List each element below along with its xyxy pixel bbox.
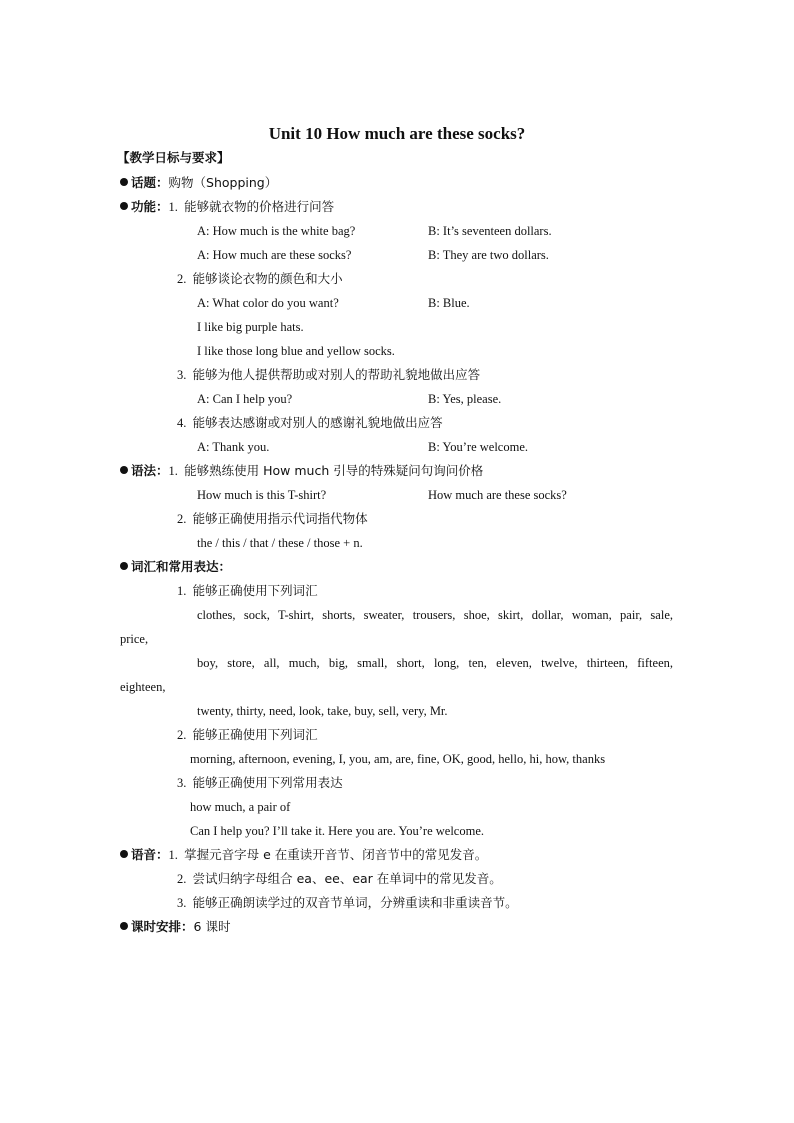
vocab-item-text: 能够正确使用下列词汇: [192, 583, 318, 598]
phonetics-item-text: 能够正确朗读学过的双音节单词，分辨重读和非重读音节。: [192, 895, 518, 910]
dialog-answer: B: Yes, please.: [428, 392, 502, 406]
word-list-line: morning, afternoon, evening, I, you, am, are, fine, OK, good, hello, hi, how, thanks: [190, 752, 606, 766]
example-line: I like big purple hats.: [197, 320, 304, 334]
schedule-row: [120, 919, 230, 935]
dialog-question: A: Can I help you?: [197, 392, 293, 406]
function-item-3: [177, 367, 480, 383]
function-item-num: 4.: [177, 416, 187, 430]
dialog-question: A: How much is the white bag?: [197, 224, 356, 238]
schedule-label: 课时安排：: [131, 919, 194, 934]
phonetics-item-num: 1.: [168, 848, 178, 862]
schedule-text: 6 课时: [193, 919, 231, 934]
phonetics-item-text: 掌握元音字母 e 在重读开音节、闭音节中的常见发音。: [184, 847, 488, 862]
example-line: the / this / that / these / those + n.: [197, 536, 363, 550]
function-item-2: [177, 271, 343, 287]
function-item-num: 1.: [168, 200, 178, 214]
word-list-wrap: price,: [120, 632, 149, 646]
phonetics-item-2: [177, 871, 502, 887]
function-item-4: [177, 415, 443, 431]
topic-row: [120, 175, 277, 191]
section-heading: 【教学日标与要求】: [117, 150, 230, 165]
example-line: How much is this T-shirt?: [197, 488, 327, 502]
dialog-answer: B: Blue.: [428, 296, 470, 310]
grammar-item-2: [177, 511, 368, 527]
grammar-row: [120, 463, 483, 479]
bullet-icon: [120, 178, 128, 186]
bullet-icon: [120, 922, 128, 930]
word-list-line: clothes, sock, T-shirt, shorts, sweater, trousers, shoe, skirt, dollar, woman, pair, sale,: [197, 608, 673, 622]
function-item-num: 2.: [177, 272, 187, 286]
dialog-question: A: How much are these socks?: [197, 248, 352, 262]
phonetics-item-text: 尝试归纳字母组合 ea、ee、ear 在单词中的常见发音。: [192, 871, 502, 886]
function-item-text: 能够为他人提供帮助或对别人的帮助礼貌地做出应答: [192, 367, 481, 382]
vocab-item-num: 1.: [177, 584, 187, 598]
topic-label: 话题：: [131, 175, 169, 190]
dialog-answer: B: You’re welcome.: [428, 440, 528, 454]
bullet-icon: [120, 850, 128, 858]
vocab-item-text: 能够正确使用下列词汇: [192, 727, 318, 742]
function-item-text: 能够谈论衣物的颜色和大小: [192, 271, 343, 286]
word-list-line: boy, store, all, much, big, small, short, long, ten, eleven, twelve, thirteen, fifteen,: [197, 656, 673, 670]
bullet-icon: [120, 202, 128, 210]
function-label: 功能：: [131, 199, 169, 214]
function-item-text: 能够表达感谢或对别人的感谢礼貌地做出应答: [192, 415, 443, 430]
expression-line: how much, a pair of: [190, 800, 291, 814]
dialog-question: A: What color do you want?: [197, 296, 339, 310]
example-line: I like those long blue and yellow socks.: [197, 344, 395, 358]
bullet-icon: [120, 466, 128, 474]
grammar-item-num: 1.: [168, 464, 178, 478]
word-list-line: twenty, thirty, need, look, take, buy, sell, very, Mr.: [197, 704, 448, 718]
phonetics-item-num: 3.: [177, 896, 187, 910]
page-title: Unit 10 How much are these socks?: [268, 124, 526, 143]
function-item-text: 能够就衣物的价格进行问答: [184, 199, 335, 214]
grammar-label: 语法：: [131, 463, 169, 478]
function-row: [120, 199, 334, 215]
vocab-item-num: 2.: [177, 728, 187, 742]
grammar-item-num: 2.: [177, 512, 187, 526]
vocab-item-text: 能够正确使用下列常用表达: [192, 775, 343, 790]
phonetics-row: [120, 847, 487, 863]
vocab-item-2: [177, 727, 318, 743]
bullet-icon: [120, 562, 128, 570]
example-line: How much are these socks?: [428, 488, 567, 502]
vocab-item-3: [177, 775, 343, 791]
phonetics-label: 语音：: [131, 847, 169, 862]
dialog-answer: B: They are two dollars.: [428, 248, 549, 262]
dialog-answer: B: It’s seventeen dollars.: [428, 224, 552, 238]
dialog-question: A: Thank you.: [197, 440, 270, 454]
phonetics-item-3: [177, 895, 518, 911]
topic-text: 购物（Shopping）: [168, 175, 278, 190]
expression-line: Can I help you? I’ll take it. Here you are. You’re welcome.: [190, 824, 485, 838]
vocab-item-num: 3.: [177, 776, 187, 790]
word-list-wrap: eighteen,: [120, 680, 166, 694]
vocab-label: 词汇和常用表达：: [131, 559, 232, 574]
grammar-item-text: 能够熟练使用 How much 引导的特殊疑问句询问价格: [184, 463, 484, 478]
vocab-item-1: [177, 583, 318, 599]
grammar-item-text: 能够正确使用指示代词指代物体: [192, 511, 368, 526]
phonetics-item-num: 2.: [177, 872, 187, 886]
vocab-row: [120, 559, 231, 575]
function-item-num: 3.: [177, 368, 187, 382]
